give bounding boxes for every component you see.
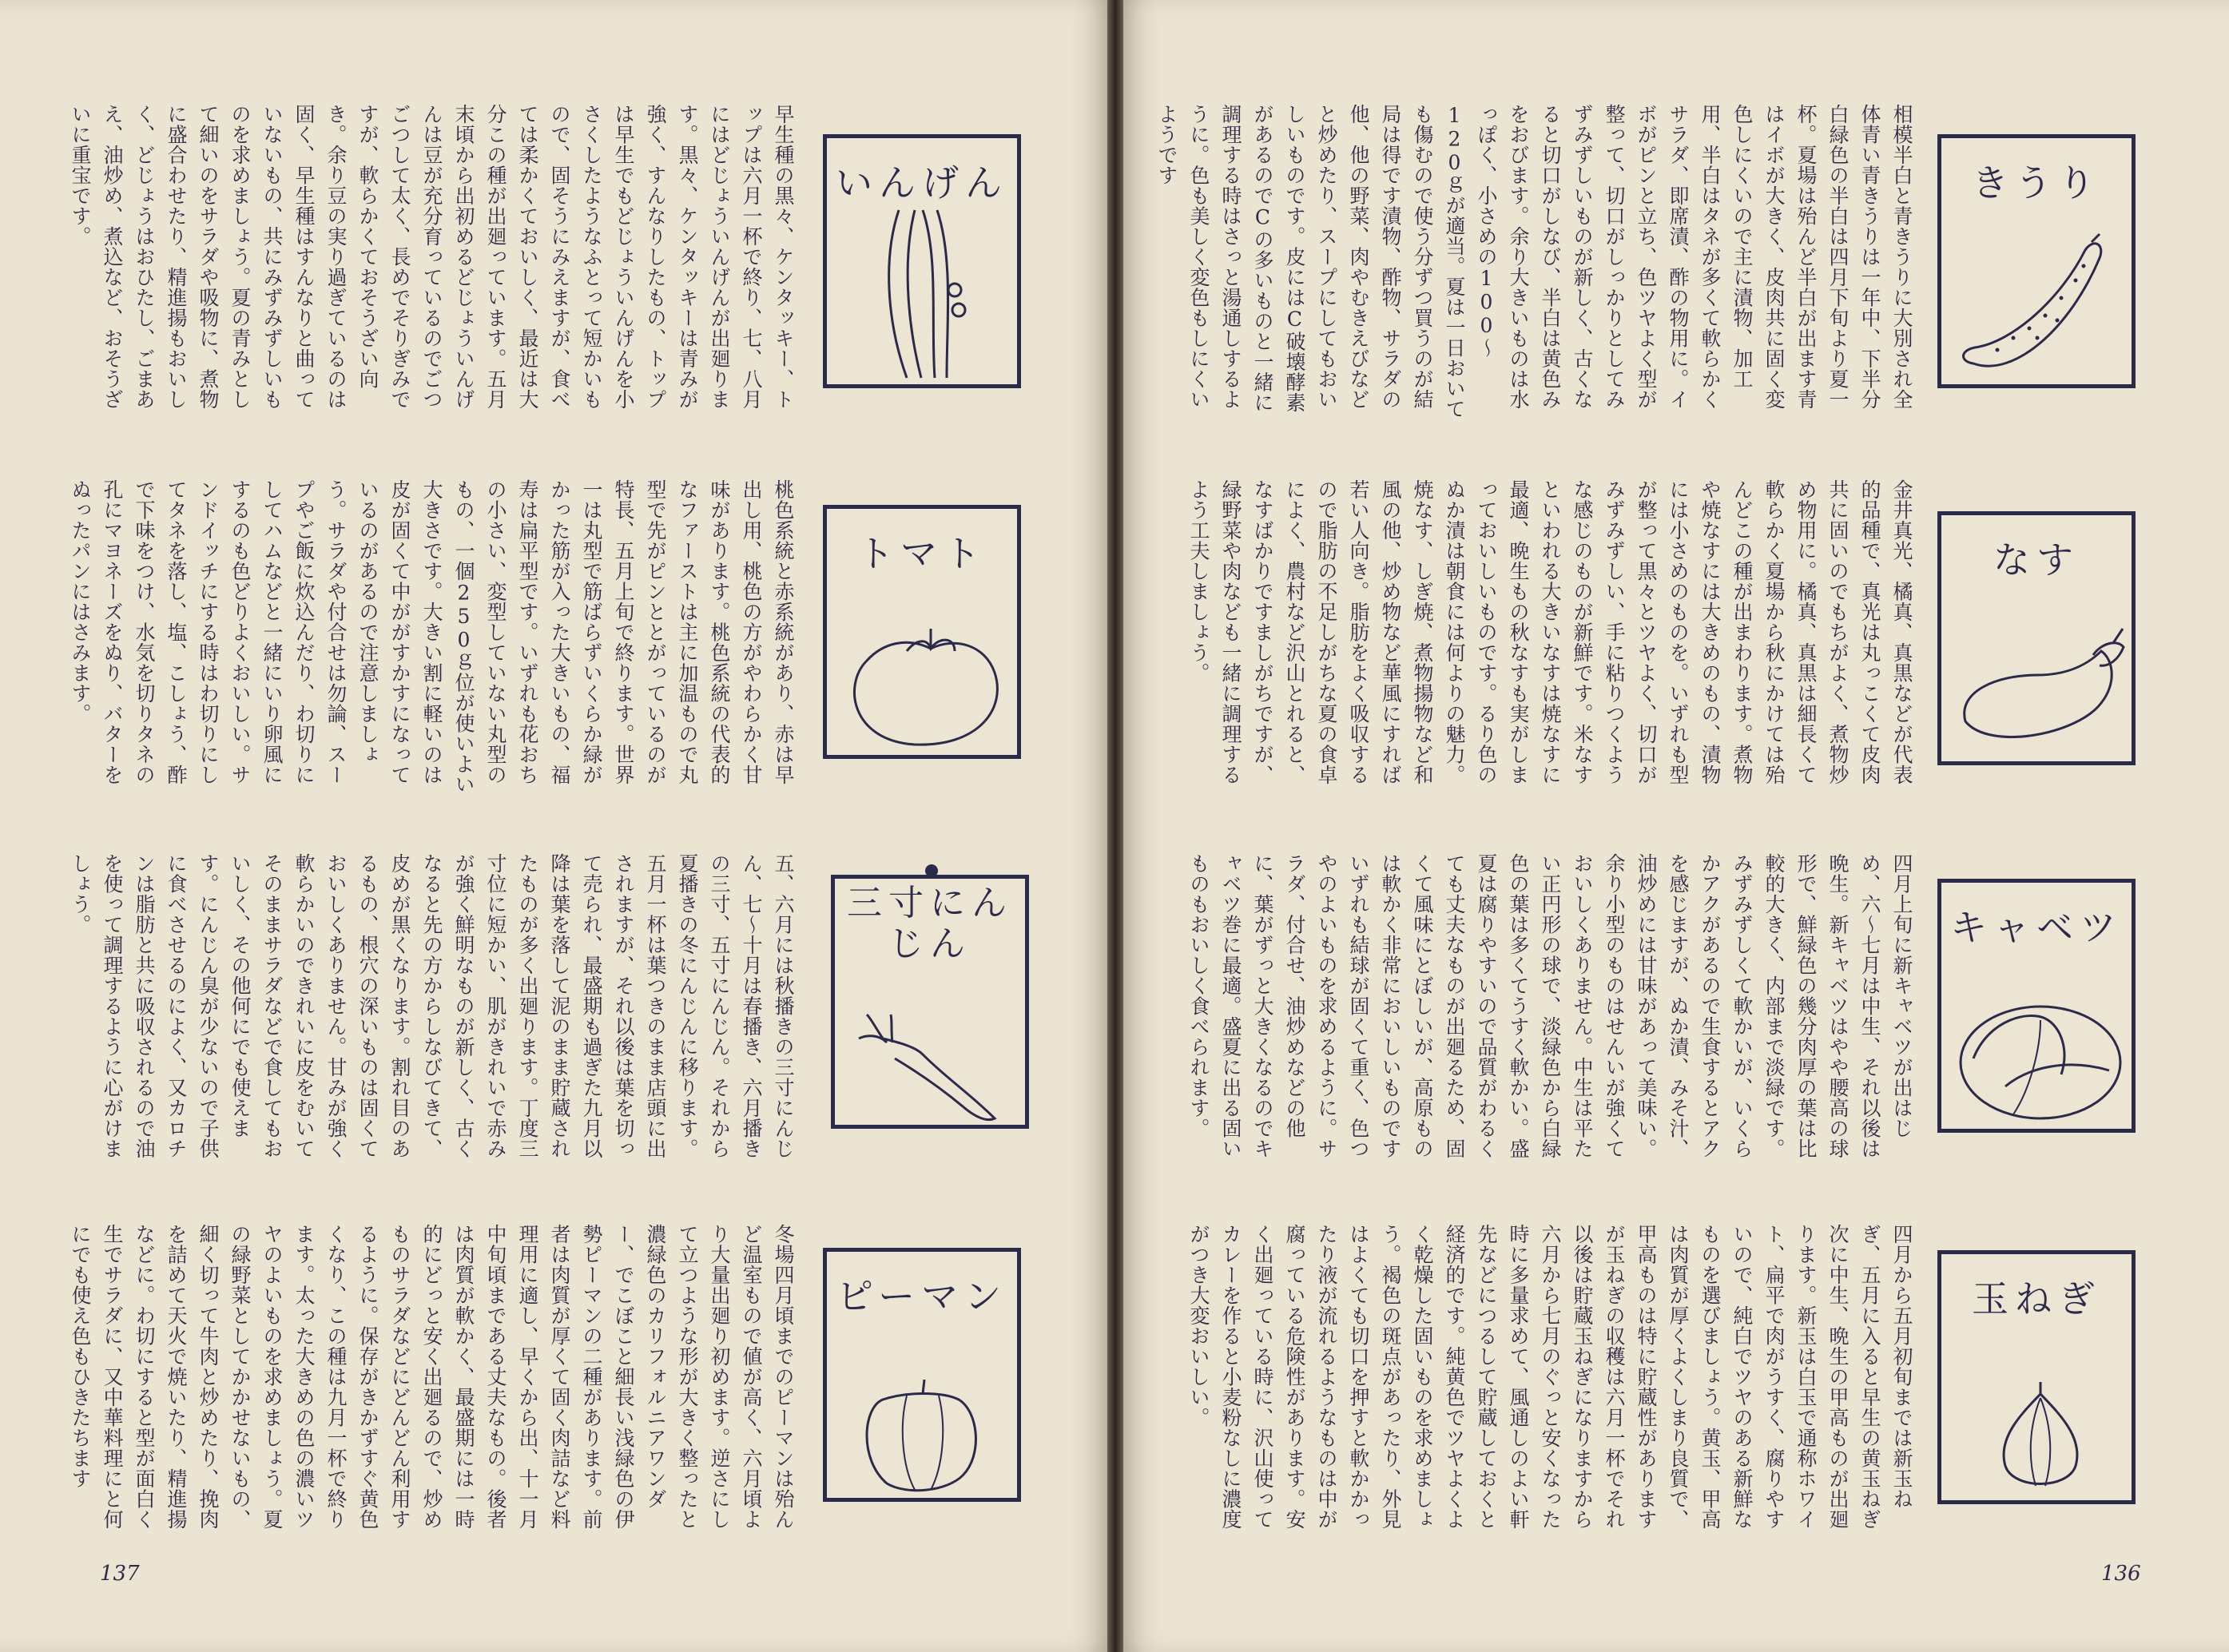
- section-text: 五、六月には秋播きの三寸にんじん、七～十月は春播き、六月播きの三寸、五寸にんじん。それから夏播きの冬にんじんに移ります。五月一杯は葉つきのまま店頭に出されますが、それ以後は葉を切って売られ、最盛期も過ぎた九月以降は葉を落して泥のまま貯蔵されたものが多く出廻ります。丁度三寸位に短かい、肌がきれいで赤みが強く鮮明なものが新しく、古くなると先の方からしなびてきて、皮めが黒くなります。割れ目のあるもの、根穴の深いものは固くておいしくありません。甘みが強く軟らかいのできれいに皮をむいてそのままサラダなどで食してもおいしく、その他何にでも使えます。にんじん臭が少ないので子供に食べさせるのによく、又カロチンは脂肪と共に吸収されるので油を使って調理するように心がけましょう。: [69, 853, 795, 1159]
- box-cabbage: [1937, 879, 2136, 1133]
- box-ingen: [823, 134, 1021, 388]
- box-tamanegi: [1937, 1250, 2136, 1504]
- section-text: 桃色系統と赤系統があり、赤は早出し用、桃色の方がやわらかく甘味があります。桃色系統の代表的なファーストは主に加温もので丸型で先がピンととがっているのが特長、五月上旬で終ります。世界一は丸型で筋ばらずいくらか緑がかった筋が入った大きいもの、福寿は扁平型です。いずれも花おちの小さい、変型していない丸型のもの、一個250ｇ位が使いよい大きさです。大きい割に軽いのは皮が固くて中ががすかすになっているのがあるので注意しましょう。サラダや付合せは勿論、スープやご飯に炊込んだり、わ切りにしてハムなどと一緒にいり卵風にするのも色どりよくおいしい。サンドイッチにする時はわ切りにしてタネを落し、塩、こしょう、酢で下味をつけ、水気を切りタネの孔にマヨネーズをぬり、バターをぬったパンにはさみます。: [69, 479, 795, 795]
- pepper-icon: [827, 1252, 1025, 1506]
- onion-icon: [1941, 1254, 2140, 1508]
- section-title: トマト: [857, 532, 987, 575]
- page-number-right: 136: [2101, 1562, 2141, 1586]
- box-kyuri: [1937, 134, 2136, 388]
- box-nasu: [1937, 511, 2136, 765]
- box-tomato: [823, 505, 1021, 759]
- section-title: 三寸にんじん: [847, 883, 1013, 964]
- section-title: 玉ねぎ: [1972, 1277, 2101, 1320]
- section-text: 相模半白と青きうりに大別され全体青い青きうりは一年中、下半分白緑色の半白は四月下旬より夏一杯。夏場は殆んど半白が出ます青はイボが大きく、皮肉共に固く変色しにくいので主に漬物、加工用、半白はタネが多くて軟らかくサラダ、即席漬、酢の物用に。イボがピンと立ち、色ツヤよく型が整って、切口がしっかりとしてみずみずしいものが新しく、古くなると切口がしなび、半白は黄色みをおびます。余り大きいものは水っぽく、小さめの100～120ｇが適当。夏は一日おいても傷むので使う分ずつ買うのが結局は得です漬物、酢物、サラダの他、他の野菜、肉やむきえびなどと炒めたり、スープにしてもおいしいものです。皮にはC破壊酵素があるのでCの多いものと一緒に調理する時はさっと湯通しするように。色も美しく変色もしにくいようです: [1155, 104, 1913, 419]
- section-title: キャベツ: [1950, 906, 2123, 949]
- green-bean-icon: [827, 138, 1025, 392]
- book-gutter: [1107, 0, 1123, 1652]
- section-title: なす: [1993, 538, 2080, 582]
- page-number-left: 137: [100, 1562, 140, 1586]
- tomato-icon: [827, 509, 1025, 763]
- section-text: 金井真光、橘真、真黒などが代表的品種で、真光は丸っこくて皮肉共に固いのでもちがよく、煮物炒め物用に。橘真、真黒は細長くて軟らかく夏場から秋にかけては殆んどこの種が出まわります。煮物や焼なすには大きめのもの、漬物には小さめのものを。いずれも型が整って黒々とツヤよく、切口がみずみずしい、手に粘りつくような感じのものが新鮮です。米なすといわれる大きいなすは焼なすに最適、晩生もの秋なすも実がしまっておいしいものです。るり色のぬか漬は朝食には何よりの魅力。焼なす、しぎ焼、煮物揚物など和風の他、炒め物など華風にすれば若い人向き。脂肪をよく吸収するので脂肪の不足しがちな夏の食卓によく、農村など沢山とれると、なすばかりですましがちですが、緑野菜や肉なども一緒に調理するよう工夫しましょう。: [1187, 479, 1913, 785]
- box-ninjin: [831, 875, 1029, 1129]
- section-title: いんげん: [836, 161, 1008, 205]
- eggplant-icon: [1941, 515, 2140, 769]
- cabbage-icon: [1941, 883, 2140, 1137]
- carrot-icon: [835, 879, 1033, 1133]
- cucumber-icon: [1941, 138, 2140, 392]
- section-title: きうり: [1972, 161, 2101, 205]
- section-text: 四月から五月初旬までは新玉ねぎ、五月に入ると早生の黄玉ねぎ次に中生、晩生の甲高ものが出廻ります。新玉は白玉で通称ホワイト、扁平で肉がうすく、腐りやすいので、純白でツヤのある新鮮なものを選びましょう。黄玉、甲高は肉質が厚くよくしまり良質で、甲高ものは特に貯蔵性がありますが玉ねぎの収穫は六月一杯でそれ以後は貯蔵玉ねぎになりますから六月から七月のぐっと安くなった時に多量求めて、風通しのよい軒先などにつるして貯蔵しておくと経済的です。純黄色でツヤよくよく乾燥した固いものを求めましょう。褐色の斑点があったり、外見はよくても切口を押すと軟かかったり液が流れるようなものは中が腐っている危険性があります。安く出廻っている時に、沢山使ってカレーを作ると小麦粉なしに濃度がつき大変おいしい。: [1187, 1224, 1913, 1530]
- box-pepper: [823, 1248, 1021, 1502]
- section-text: 早生種の黒々、ケンタッキー、トップは六月一杯で終り、七、八月にはどじょういんげんが出廻ります。黒々、ケンタッキーは青みが強く、すんなりしたもの、トップは早生でもどじょういんげんを小さくしたようなふとって短かいもので、固そうにみえますが、食べては柔かくておいしく、最近は大分この種が出廻っています。五月末頃から出初めるどじょういんげんは豆が充分育っているのでごつごつして太く、長めでそりぎみですが、軟らかくておそうざい向き。余り豆の実り過ぎているのは固く、早生種はすんなりと曲っていないもの、共にみずみずしいものを求めましょう。夏の青みとして細いのをサラダや吸物に、煮物に盛合わせたり、精進揚もおいしく、どじょうはおひたし、ごまあえ、油炒め、煮込など、おそうざいに重宝です。: [69, 104, 795, 410]
- section-text: 四月上旬に新キャベツが出はじめ、六～七月は中生、それ以後は晩生。新キャベツはやや腰高の球形で、鮮緑色の幾分肉厚の葉は比較的大きく、内部まで淡緑です。みずみずしくて軟かいが、いくらかアクがあるので生食するとアクを感じますが、ぬか漬、みそ汁、油炒めには甘味があって美味い。余り小型のものはせんいが強くておいしくありません。中生は平たい正円形の球で、淡緑色から白緑色の葉は多くてうすく軟かい。盛夏は腐りやすいので品質がわるくても丈夫なものが出廻るため、固くて風味にとぼしいが、高原ものは軟かく非常においしいものですいずれも結球が固くて重く、色つやのよいものを求めるように。サラダ、付合せ、油炒めなどの他に、葉がずっと大きくなるのでキャベツ巻に最適。盛夏に出る固いものもおいしく食べられます。: [1187, 853, 1913, 1159]
- section-text: 冬場四月頃までのピーマンは殆んど温室もので値が高く、六月頃より大量出廻り初めます。逆さにして立つような形が大きく整ったと濃緑色のカリフォルニアワンダー、でこぼこと細長い浅緑色の伊勢ピーマンの二種があります。前者は肉質が厚くて固く肉詰など料理用に適し、早くから出、十一月中旬頃まである丈夫なもの。後者は肉質が軟かく、最盛期には一時的にどっと安く出廻るので、炒めものサラダなどにどんどん利用するように。保存がきかずすぐ黄色くなり、この種は九月一杯で終ります。太った大きめの色の濃いツヤのよいものを求めましょう。夏の緑野菜としてかかせないもの、細く切って牛肉と炒めたり、挽肉を詰めて天火で焼いたり、精進揚などに。わ切にすると型が面白く生でサラダに、又中華料理にと何にでも使え色もひきたちます: [69, 1224, 795, 1530]
- section-title: ピーマン: [836, 1275, 1008, 1318]
